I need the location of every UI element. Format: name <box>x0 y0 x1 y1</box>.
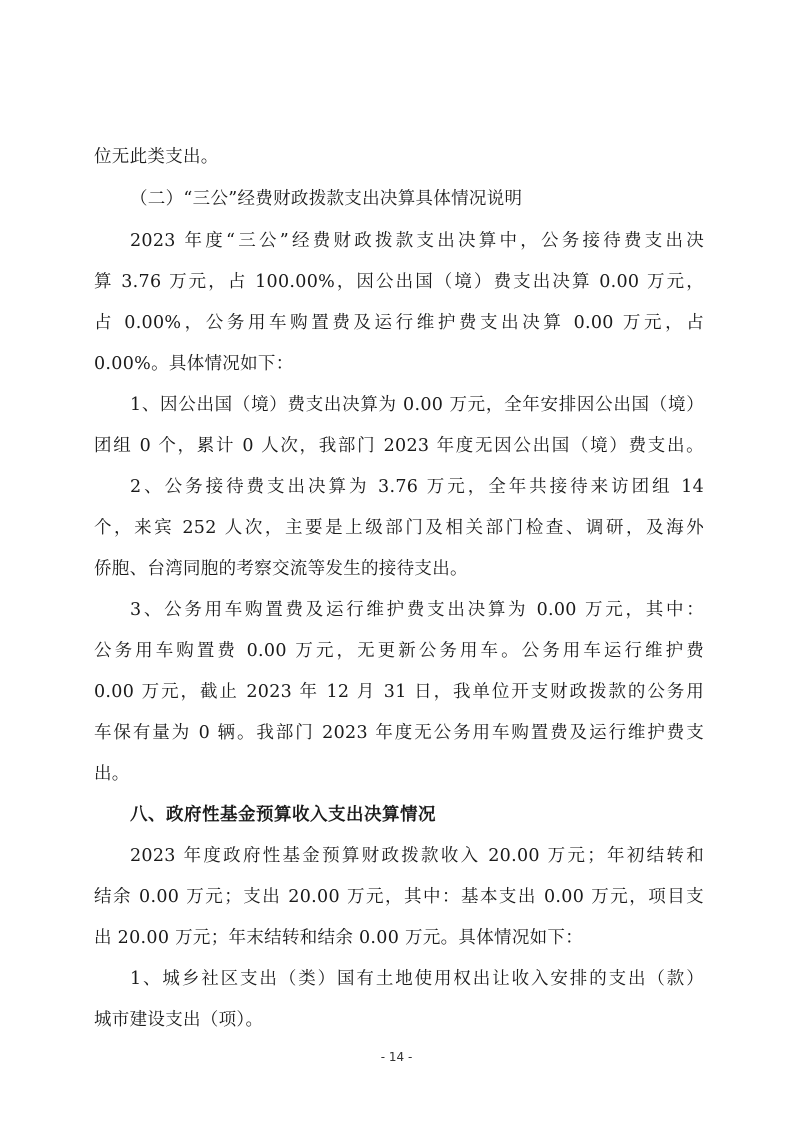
text-line: 车保有量为 0 辆。我部门 2023 年度无公务用车购置费及运行维护费支 <box>94 723 704 743</box>
text-line: 2、公务接待费支出决算为 3.76 万元，全年共接待来访团组 14 <box>130 477 704 497</box>
text-line: 出 20.00 万元；年末结转和结余 0.00 万元。具体情况如下： <box>94 928 584 948</box>
text-line: 1、因公出国（境）费支出决算为 0.00 万元，全年安排因公出国（境） <box>130 395 704 415</box>
text-line: 1、城乡社区支出（类）国有土地使用权出让收入安排的支出（款） <box>130 969 704 989</box>
text-line: 0.00 万元，截止 2023 年 12 月 31 日，我单位开支财政拨款的公务用 <box>94 682 704 702</box>
text-line: 0.00%。具体情况如下： <box>94 354 294 374</box>
text-line: 个，来宾 252 人次，主要是上级部门及相关部门检查、调研，及海外 <box>94 518 704 538</box>
page-number: - 14 - <box>380 1050 413 1064</box>
text-line: 团组 0 个，累计 0 人次，我部门 2023 年度无因公出国（境）费支出。 <box>94 436 704 456</box>
text-line: 算 3.76 万元，占 100.00%，因公出国（境）费支出决算 0.00 万元， <box>94 272 704 292</box>
text-line: 2023 年度政府性基金预算财政拨款收入 20.00 万元；年初结转和 <box>130 846 704 866</box>
text-line: 公务用车购置费 0.00 万元，无更新公务用车。公务用车运行维护费 <box>94 641 704 661</box>
text-line: 位无此类支出。 <box>94 147 219 167</box>
text-line: 城市建设支出（项）。 <box>94 1010 264 1030</box>
section-heading: （二）“三公”经费财政拨款支出决算具体情况说明 <box>130 189 523 209</box>
text-line: 出。 <box>94 764 130 784</box>
section-heading: 八、政府性基金预算收入支出决算情况 <box>130 805 436 825</box>
text-line: 2023 年度“三公”经费财政拨款支出决算中，公务接待费支出决 <box>130 231 704 251</box>
text-line: 3、公务用车购置费及运行维护费支出决算为 0.00 万元，其中： <box>130 600 704 620</box>
text-line: 占 0.00%，公务用车购置费及运行维护费支出决算 0.00 万元，占 <box>94 313 704 333</box>
text-line: 结余 0.00 万元；支出 20.00 万元，其中：基本支出 0.00 万元，项目支 <box>94 887 704 907</box>
text-line: 侨胞、台湾同胞的考察交流等发生的接待支出。 <box>94 559 468 579</box>
